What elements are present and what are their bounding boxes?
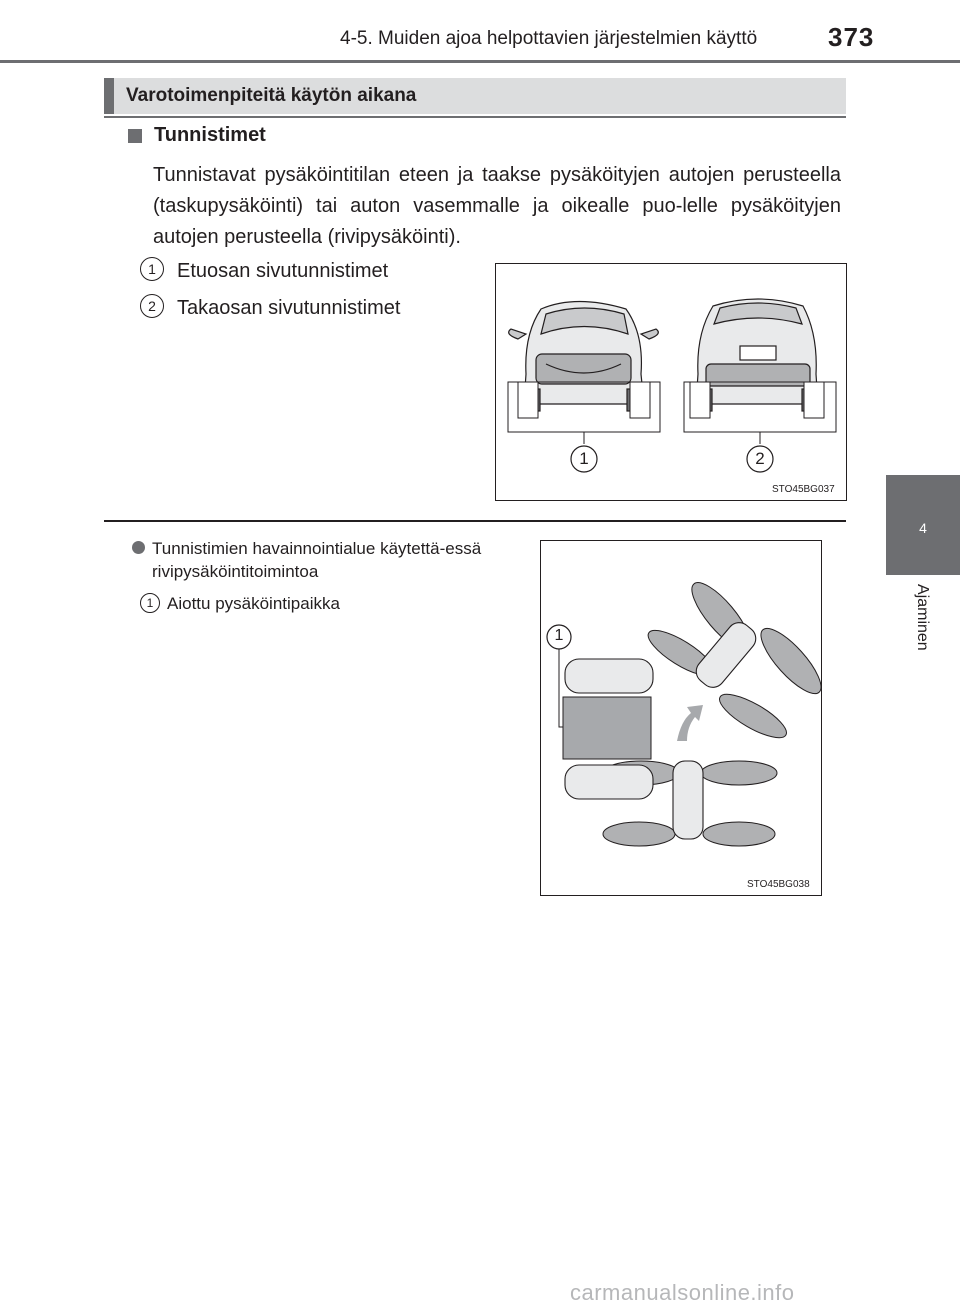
intended-parking-spot (563, 697, 651, 759)
figure-sensor-locations (495, 263, 847, 501)
paragraph: Tunnistavat pysäköintitilan eteen ja taakse pysäköityjen autojen perusteella (taskupysäköinti) tai auton vasemmalle ja oikealle puo-lelle pysäköityjen autojen perusteella (rivipysäköinti). (153, 164, 841, 248)
bullet-icon (132, 541, 145, 554)
callout-2: 2 (755, 449, 765, 468)
figure-detection-area (540, 540, 822, 896)
section-divider (104, 116, 846, 118)
parking-detection-illustration (541, 541, 821, 895)
car-front-rear-illustration (496, 264, 846, 500)
item-text: Takaosan sivutunnistimet (177, 297, 401, 319)
note-item-text: Aiottu pysäköintipaikka (167, 594, 340, 613)
section-header-bar (104, 78, 846, 114)
chapter-number: 4 (919, 520, 927, 536)
chapter-label: Ajaminen (914, 584, 931, 651)
note-text: Tunnistimien havainnointialue käytettä-essä rivipysäköintitoimintoa (152, 539, 482, 581)
figure-code: STO45BG037 (772, 484, 835, 495)
item-text: Etuosan sivutunnistimet (177, 260, 389, 282)
header-divider (0, 60, 960, 63)
page-number: 373 (828, 22, 875, 52)
section-title: Varotoimenpiteitä käytön aikana (126, 85, 417, 106)
subheading-text: Tunnistimet (154, 124, 266, 146)
figure-code: STO45BG038 (747, 879, 810, 890)
header-section-path: 4-5. Muiden ajoa helpottavien järjestelmien käyttö (340, 28, 758, 49)
content-divider (104, 520, 846, 522)
item-number-badge: 1 (140, 257, 164, 281)
callout-1: 1 (579, 449, 589, 468)
chapter-label-container (907, 584, 931, 680)
watermark: carmanualsonline.info (570, 1280, 795, 1305)
item-number-badge: 2 (140, 294, 164, 318)
subheading (128, 124, 266, 147)
section-accent (104, 78, 114, 114)
callout-1: 1 (554, 627, 564, 644)
item-number-badge: 1 (140, 593, 160, 613)
car-rear-view (696, 299, 818, 411)
direction-arrow-icon (677, 705, 703, 741)
